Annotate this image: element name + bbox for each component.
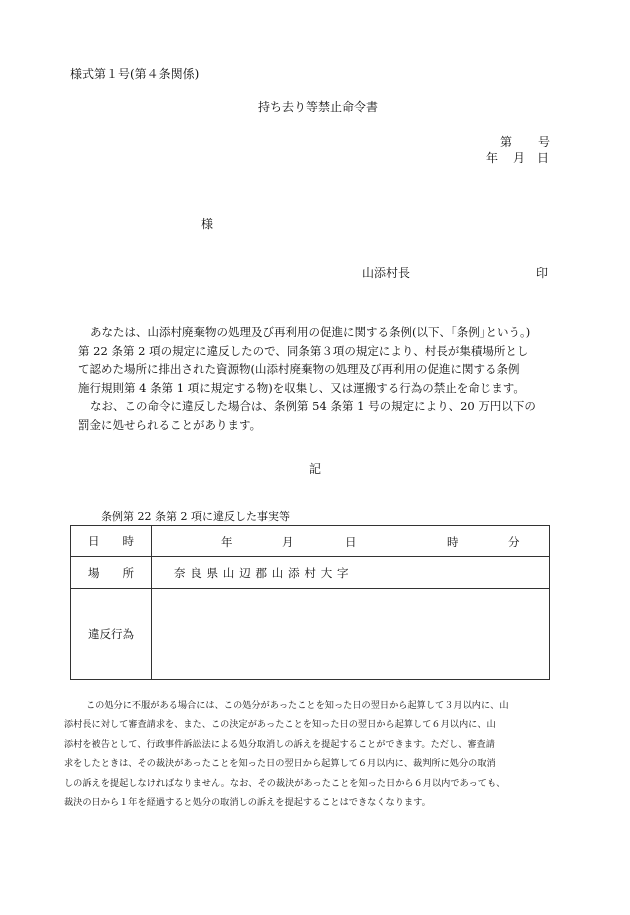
notice-line: しの訴えを提起しなければなりません。なお、その裁決があったことを知った日から６月以内であっても、 xyxy=(64,777,506,789)
body-line: 罰金に処せられることがあります。 xyxy=(78,417,262,432)
number-label-dai: 第 xyxy=(500,135,513,149)
place-label: 場 所 xyxy=(71,557,152,589)
seal-mark: 印 xyxy=(536,266,549,280)
table-row xyxy=(71,557,550,589)
datetime-year: 年 xyxy=(221,535,233,549)
body-line: あなたは、山添村廃棄物の処理及び再利用の促進に関する条例(以下、｢条例｣という。) xyxy=(90,325,531,339)
notice-line: 求をしたときは、その裁決があったことを知った日の翌日から起算して６月以内に、裁判所に処分の取消 xyxy=(64,758,496,770)
date-label-year: 年 xyxy=(486,151,499,165)
ki-heading: 記 xyxy=(309,462,322,476)
datetime-hour: 時 xyxy=(447,535,459,549)
appeal-notice xyxy=(64,696,569,812)
number-label-go: 号 xyxy=(538,135,551,149)
datetime-minute: 分 xyxy=(508,535,520,549)
table-row xyxy=(71,526,550,557)
notice-line: 裁決の日から１年を経過すると処分の取消しの訴えを提起することはできなくなります。 xyxy=(64,797,431,809)
body-line: 第 22 条第 2 項の規定に違反したので、同条第３項の規定により、村長が集積場所とし xyxy=(78,343,529,358)
datetime-day: 日 xyxy=(345,535,357,549)
date-label-month: 月 xyxy=(513,151,526,165)
violation-facts-table xyxy=(70,525,550,680)
addressee-sama: 様 xyxy=(201,217,214,231)
body-line: 施行規則第 4 条第 1 項に規定する物)を収集し、又は運搬する行為の禁止を命じます。 xyxy=(78,380,525,395)
table-row xyxy=(71,589,550,680)
form-number: 様式第１号(第４条関係) xyxy=(70,67,200,81)
document-title: 持ち去り等禁止命令書 xyxy=(258,100,379,114)
datetime-value-cell xyxy=(152,526,550,557)
table-caption: 条例第 22 条第 2 項に違反した事実等 xyxy=(101,510,290,523)
datetime-label: 日 時 xyxy=(71,526,152,557)
notice-line: この処分に不服がある場合には、この処分があったことを知った日の翌日から起算して３月以内に、山 xyxy=(86,700,509,711)
body-line: て認めた場所に排出された資源物(山添村廃棄物の処理及び再利用の促進に関する条例 xyxy=(78,362,520,377)
violation-label: 違反行為 xyxy=(71,589,152,680)
notice-line: 添村長に対して審査請求を、また、この決定があったことを知った日の翌日から起算して６月以内に、山 xyxy=(64,719,496,731)
place-value: 奈良県山辺郡山添村大字 xyxy=(152,557,550,589)
notice-line: 添村を被告として、行政事件訴訟法による処分取消しの訴えを提起することができます。ただし、審査請 xyxy=(64,738,495,750)
body-line: なお、この命令に違反した場合は、条例第 54 条第 1 号の規定により、20 万円以下の xyxy=(90,399,536,414)
violation-value xyxy=(152,589,550,680)
issuer-name: 山添村長 xyxy=(362,266,411,280)
date-label-day: 日 xyxy=(537,151,550,165)
body-text xyxy=(78,323,556,435)
datetime-month: 月 xyxy=(282,535,294,549)
